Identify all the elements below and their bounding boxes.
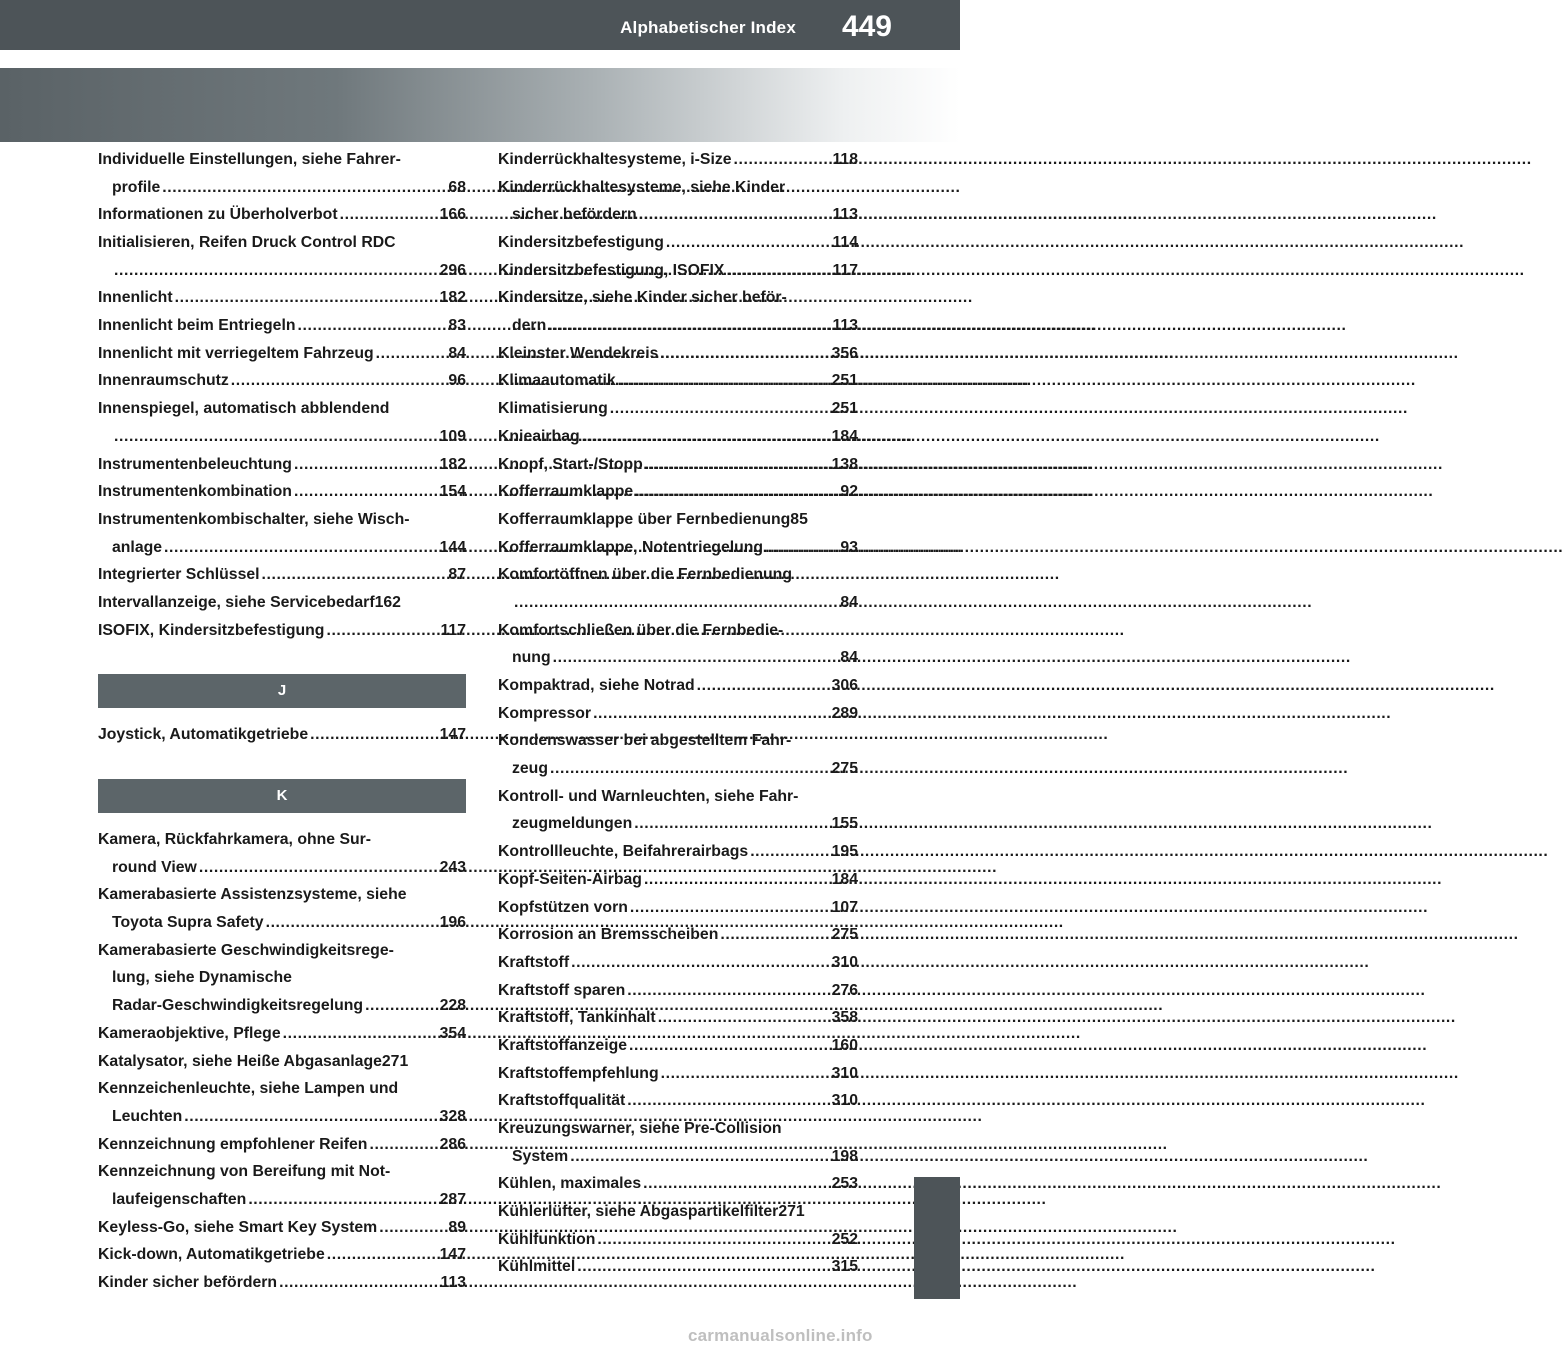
- page-reference: 184: [831, 870, 858, 888]
- index-entry: [498, 589, 858, 617]
- index-term: Knieairbag: [498, 427, 580, 445]
- index-entry: [98, 1075, 466, 1103]
- index-term: Kondenswasser bei abgestelltem Fahr-: [498, 732, 792, 750]
- dot-leader: [279, 1269, 438, 1297]
- page-reference: 96: [448, 372, 466, 390]
- page-header-title: Alphabetischer Index: [620, 18, 796, 37]
- index-term: Keyless-Go, siehe Smart Key System: [98, 1218, 378, 1236]
- index-entry: [498, 617, 858, 645]
- page-reference: 84: [840, 649, 858, 667]
- index-term: Katalysator, siehe Heiße Abgasanlage: [98, 1052, 382, 1070]
- index-list-right: [498, 146, 858, 1281]
- index-entry: [98, 1158, 466, 1186]
- index-entry: [498, 146, 858, 174]
- dot-leader: [310, 721, 438, 749]
- page-reference: 92: [840, 483, 858, 501]
- index-term: Leuchten: [112, 1107, 183, 1125]
- index-entry: [98, 201, 466, 229]
- index-term: Kinder sicher befördern: [98, 1274, 278, 1292]
- page-reference: 138: [831, 455, 858, 473]
- dot-leader: [661, 1060, 830, 1088]
- index-entry: [498, 1254, 858, 1282]
- index-entry: [98, 909, 466, 937]
- index-entry: [98, 721, 466, 749]
- index-entry: [98, 1020, 466, 1048]
- dot-leader: [630, 894, 830, 922]
- index-entry: [498, 257, 858, 285]
- index-term: Komfortschließen über die Fernbedie-: [498, 621, 784, 639]
- page-reference: 147: [439, 726, 466, 744]
- dot-leader: [597, 1226, 829, 1254]
- index-entry: [498, 949, 858, 977]
- index-entry: [498, 423, 858, 451]
- index-term: dern: [512, 317, 547, 335]
- page-number: 449: [841, 10, 892, 43]
- index-term: Instrumentenkombischalter, siehe Wisch-: [98, 510, 410, 528]
- index-entry: [498, 921, 858, 949]
- index-entry: [98, 423, 466, 451]
- page-reference: 271: [778, 1203, 805, 1221]
- index-term: Kamerabasierte Geschwindigkeitsrege-: [98, 941, 394, 959]
- index-term: Innenspiegel, automatisch abblendend: [98, 400, 390, 418]
- index-term: Kameraobjektive, Pflege: [98, 1024, 281, 1042]
- page-reference: 251: [831, 400, 858, 418]
- index-list-k: [98, 826, 466, 1297]
- index-entry: [498, 811, 858, 839]
- dot-leader: [570, 1143, 829, 1171]
- index-entry: [98, 1269, 466, 1297]
- dot-leader: [248, 1186, 437, 1214]
- index-entry: [98, 854, 466, 882]
- page-reference: 243: [439, 858, 466, 876]
- page-reference: 166: [439, 206, 466, 224]
- dot-leader: [577, 1253, 829, 1281]
- index-term: Kamera, Rückfahrkamera, ohne Sur-: [98, 831, 372, 849]
- dot-leader: [326, 617, 438, 645]
- index-entry: [98, 1186, 466, 1214]
- page-reference: 144: [439, 538, 466, 556]
- index-entry: [98, 257, 466, 285]
- page-reference: 117: [832, 261, 858, 279]
- index-term: Kontrollleuchte, Beifahrerairbags: [498, 843, 749, 861]
- page-reference: 289: [831, 704, 858, 722]
- dot-leader: [645, 451, 830, 479]
- index-entry: [98, 312, 466, 340]
- page-reference: 310: [831, 1092, 858, 1110]
- index-entry: [498, 755, 858, 783]
- index-entry: [498, 838, 858, 866]
- dot-leader: [266, 909, 438, 937]
- dot-leader: [199, 854, 438, 882]
- index-entry: [98, 506, 466, 534]
- dot-leader: [639, 201, 831, 229]
- dot-leader: [726, 257, 830, 285]
- index-term: Kofferraumklappe, Notentriegelung: [498, 538, 764, 556]
- page-reference: 275: [831, 760, 858, 778]
- index-term: Innenlicht: [98, 289, 173, 307]
- index-term: Kühlfunktion: [498, 1230, 596, 1248]
- index-term: Kleinster Wendekreis: [498, 344, 659, 362]
- dot-leader: [610, 395, 830, 423]
- index-entry: [98, 561, 466, 589]
- page-reference: 251: [831, 372, 858, 390]
- index-entry: [98, 1241, 466, 1269]
- dot-leader: [627, 977, 829, 1005]
- index-entry: [98, 174, 466, 202]
- index-entry: [98, 1048, 466, 1076]
- index-term: Kraftstoff: [498, 953, 570, 971]
- dot-leader: [720, 921, 829, 949]
- index-term: System: [512, 1147, 569, 1165]
- index-term: Kindersitzbefestigung: [498, 234, 664, 252]
- index-term: Informationen zu Überholverbot: [98, 206, 338, 224]
- index-entry: [498, 977, 858, 1005]
- index-entry: [98, 534, 466, 562]
- index-entry: [98, 992, 466, 1020]
- chapter-tab: [914, 1177, 960, 1299]
- dot-leader: [750, 838, 829, 866]
- index-entry: [98, 965, 466, 993]
- index-term: Kühlen, maximales: [498, 1175, 642, 1193]
- index-entry: [498, 727, 858, 755]
- page-reference: 117: [440, 621, 466, 639]
- index-term: Korrosion an Bremsscheiben: [498, 926, 719, 944]
- index-term: Komfortöffnen über die Fernbedienung: [498, 566, 792, 584]
- page-reference: 271: [381, 1052, 409, 1070]
- index-term: zeug: [512, 760, 548, 778]
- index-entry: [498, 284, 858, 312]
- index-term: Klimatisierung: [498, 400, 608, 418]
- index-entry: [498, 451, 858, 479]
- header-bar: [0, 0, 960, 50]
- index-term: Kraftstoffqualität: [498, 1092, 626, 1110]
- index-entry: [498, 700, 858, 728]
- page-reference: 182: [439, 455, 466, 473]
- page-reference: 113: [832, 206, 858, 224]
- index-entry: [98, 340, 466, 368]
- dot-leader: [582, 423, 830, 451]
- index-term: Kontroll- und Warnleuchten, siehe Fahr-: [498, 787, 799, 805]
- dot-leader: [162, 174, 446, 202]
- index-term: Kindersitze, siehe Kinder sicher beför-: [498, 289, 787, 307]
- index-term: profile: [112, 178, 161, 196]
- index-entry: [498, 395, 858, 423]
- index-entry: [498, 1087, 858, 1115]
- dot-leader: [643, 1170, 830, 1198]
- index-term: Radar-Geschwindigkeitsregelung: [112, 997, 364, 1015]
- page-reference: 147: [439, 1246, 466, 1264]
- dot-leader: [548, 312, 830, 340]
- index-term: Joystick, Automatikgetriebe: [98, 726, 309, 744]
- dot-leader: [514, 589, 838, 617]
- dot-leader: [294, 451, 438, 479]
- index-term: Kinderrückhaltesysteme, siehe Kinder: [498, 178, 786, 196]
- index-term: Kühlerlüfter, siehe Abgaspartikelfilter: [498, 1203, 779, 1221]
- index-entry: [498, 561, 858, 589]
- index-term: Klimaautomatik: [498, 372, 616, 390]
- page-reference: 315: [831, 1258, 858, 1276]
- dot-leader: [184, 1103, 437, 1131]
- index-entry: [498, 1032, 858, 1060]
- dot-leader: [553, 644, 839, 672]
- index-entry: [498, 312, 858, 340]
- index-term: anlage: [112, 538, 163, 556]
- page-reference: 310: [831, 1064, 858, 1082]
- page-reference: 83: [448, 317, 466, 335]
- index-term: Kreuzungswarner, siehe Pre-Collision: [498, 1120, 782, 1138]
- index-entry: [98, 395, 466, 423]
- index-entry: [498, 201, 858, 229]
- index-entry: [98, 368, 466, 396]
- page-reference: 195: [831, 843, 858, 861]
- index-term: Intervallanzeige, siehe Servicebedarf: [98, 593, 375, 611]
- page-reference: 356: [831, 344, 858, 362]
- page-reference: 87: [448, 566, 466, 584]
- index-entry: [498, 174, 858, 202]
- index-term: Kindersitzbefestigung, ISOFIX: [498, 261, 725, 279]
- index-term: laufeigenschaften: [112, 1190, 247, 1208]
- index-entry: [498, 340, 858, 368]
- dot-leader: [634, 810, 829, 838]
- index-entry: [98, 451, 466, 479]
- index-term: Instrumentenbeleuchtung: [98, 455, 292, 473]
- page-reference: 113: [440, 1274, 466, 1292]
- index-term: Kinderrückhaltesysteme, i-Size: [498, 150, 732, 168]
- dot-leader: [629, 1032, 830, 1060]
- dot-leader: [660, 340, 829, 368]
- dot-leader: [765, 534, 838, 562]
- index-term: Kofferraumklappe: [498, 483, 634, 501]
- page-reference: 328: [439, 1107, 466, 1125]
- index-entry: [498, 866, 858, 894]
- index-term: Kraftstoffanzeige: [498, 1036, 628, 1054]
- dot-leader: [550, 755, 830, 783]
- index-entry: [498, 894, 858, 922]
- page-reference: 114: [832, 234, 858, 252]
- page-reference: 113: [832, 317, 858, 335]
- index-term: Kompaktrad, siehe Notrad: [498, 677, 695, 695]
- dot-leader: [379, 1214, 446, 1242]
- dot-leader: [618, 367, 830, 395]
- page-reference: 310: [831, 953, 858, 971]
- page-reference: 306: [831, 677, 858, 695]
- index-entry: [498, 368, 858, 396]
- dot-leader: [283, 1020, 438, 1048]
- index-entry: [498, 1170, 858, 1198]
- index-entry: [498, 1004, 858, 1032]
- dot-leader: [376, 340, 447, 368]
- index-term: Innenlicht mit verriegeltem Fahrzeug: [98, 344, 374, 362]
- index-entry: [498, 506, 858, 534]
- page-reference: 154: [439, 483, 466, 501]
- index-term: Initialisieren, Reifen Druck Control RDC: [98, 234, 396, 252]
- index-term: Innenraumschutz: [98, 372, 229, 390]
- page-reference: 162: [374, 593, 401, 611]
- page-reference: 296: [439, 261, 466, 279]
- index-term: sicher befördern: [512, 206, 637, 224]
- page-reference: 253: [831, 1175, 858, 1193]
- dot-leader: [114, 257, 438, 285]
- dot-leader: [635, 478, 838, 506]
- index-term: nung: [512, 649, 551, 667]
- index-entry: [98, 1214, 466, 1242]
- dot-leader: [666, 229, 831, 257]
- section-header-k: K: [98, 779, 466, 813]
- page-reference: 287: [439, 1190, 466, 1208]
- index-term: Instrumentenkombination: [98, 483, 292, 501]
- index-list-j: [98, 721, 466, 749]
- page-reference: 160: [831, 1036, 858, 1054]
- page-reference: 358: [831, 1009, 858, 1027]
- index-term: Kraftstoff sparen: [498, 981, 626, 999]
- dot-leader: [571, 949, 830, 977]
- dot-leader: [365, 992, 438, 1020]
- page-reference: 89: [448, 1218, 466, 1236]
- dot-leader: [231, 367, 447, 395]
- index-term: Kraftstoffempfehlung: [498, 1064, 659, 1082]
- dot-leader: [164, 534, 438, 562]
- decorative-banner: [0, 68, 960, 142]
- dot-leader: [114, 423, 438, 451]
- page-reference: 275: [831, 926, 858, 944]
- index-entry: [98, 1103, 466, 1131]
- page-reference: 107: [831, 898, 858, 916]
- dot-leader: [697, 672, 830, 700]
- index-entry: [98, 881, 466, 909]
- index-entry: [498, 1115, 858, 1143]
- index-term: Kofferraumklappe über Fernbedienung: [498, 510, 791, 528]
- page-reference: 155: [831, 815, 858, 833]
- index-entry: [98, 146, 466, 174]
- page-reference: 252: [831, 1230, 858, 1248]
- index-entry: [98, 478, 466, 506]
- index-entry: [498, 534, 858, 562]
- dot-leader: [593, 700, 830, 728]
- index-entry: [498, 478, 858, 506]
- page-reference: 184: [831, 427, 858, 445]
- page-reference: 84: [448, 344, 466, 362]
- index-entry: [498, 1060, 858, 1088]
- index-entry: [498, 229, 858, 257]
- index-term: Kompressor: [498, 704, 592, 722]
- index-term: ISOFIX, Kindersitzbefestigung: [98, 621, 325, 639]
- index-entry: [498, 783, 858, 811]
- index-entry: [498, 644, 858, 672]
- index-list-i: [98, 146, 466, 644]
- page-reference: 85: [790, 510, 808, 528]
- page-reference: 196: [439, 914, 466, 932]
- index-entry: [98, 284, 466, 312]
- index-entry: [98, 229, 466, 257]
- dot-leader: [262, 561, 447, 589]
- index-term: Kraftstoff, Tankinhalt: [498, 1009, 656, 1027]
- index-term: zeugmeldungen: [512, 815, 633, 833]
- index-column-right: [498, 146, 858, 1281]
- index-term: lung, siehe Dynamische: [112, 969, 292, 987]
- index-term: Kamerabasierte Assistenzsysteme, siehe: [98, 886, 407, 904]
- page-reference: 198: [831, 1147, 858, 1165]
- dot-leader: [627, 1087, 829, 1115]
- index-term: Knopf, Start-/Stopp: [498, 455, 643, 473]
- index-term: Innenlicht beim Entriegeln: [98, 317, 296, 335]
- index-term: Kick-down, Automatikgetriebe: [98, 1246, 325, 1264]
- index-term: Kopf-Seiten-Airbag: [498, 870, 642, 888]
- index-term: round View: [112, 858, 197, 876]
- page-reference: 182: [439, 289, 466, 307]
- index-entry: [498, 1198, 858, 1226]
- index-term: Toyota Supra Safety: [112, 914, 264, 932]
- page-reference: 93: [840, 538, 858, 556]
- watermark: carmanualsonline.info: [688, 1326, 873, 1345]
- dot-leader: [294, 478, 438, 506]
- index-term: Individuelle Einstellungen, siehe Fahrer-: [98, 150, 401, 168]
- index-term: Integrierter Schlüssel: [98, 566, 260, 584]
- index-term: Kennzeichnung empfohlener Reifen: [98, 1135, 368, 1153]
- index-column-left: [98, 146, 466, 1297]
- dot-leader: [369, 1131, 437, 1159]
- page-reference: 276: [831, 981, 858, 999]
- index-entry: [98, 826, 466, 854]
- page-reference: 84: [840, 593, 858, 611]
- index-entry: [98, 1131, 466, 1159]
- page-reference: 228: [439, 997, 466, 1015]
- index-term: Kühlmittel: [498, 1258, 576, 1276]
- page-reference: 286: [439, 1135, 466, 1153]
- index-term: Kopfstützen vorn: [498, 898, 628, 916]
- dot-leader: [644, 866, 830, 894]
- dot-leader: [175, 284, 438, 312]
- page-reference: 109: [439, 427, 466, 445]
- dot-leader: [734, 146, 831, 174]
- dot-leader: [340, 201, 438, 229]
- dot-leader: [658, 1004, 830, 1032]
- section-header-j: J: [98, 674, 466, 708]
- dot-leader: [327, 1241, 438, 1269]
- index-entry: [98, 937, 466, 965]
- index-entry: [98, 589, 466, 617]
- index-entry: [498, 1226, 858, 1254]
- page-reference: 354: [439, 1024, 466, 1042]
- page-reference: 118: [832, 150, 858, 168]
- index-entry: [498, 1143, 858, 1171]
- page-reference: 68: [448, 178, 466, 196]
- index-term: Kennzeichenleuchte, siehe Lampen und: [98, 1080, 399, 1098]
- index-entry: [498, 672, 858, 700]
- index-term: Kennzeichnung von Bereifung mit Not-: [98, 1163, 391, 1181]
- index-entry: [98, 617, 466, 645]
- dot-leader: [297, 312, 446, 340]
